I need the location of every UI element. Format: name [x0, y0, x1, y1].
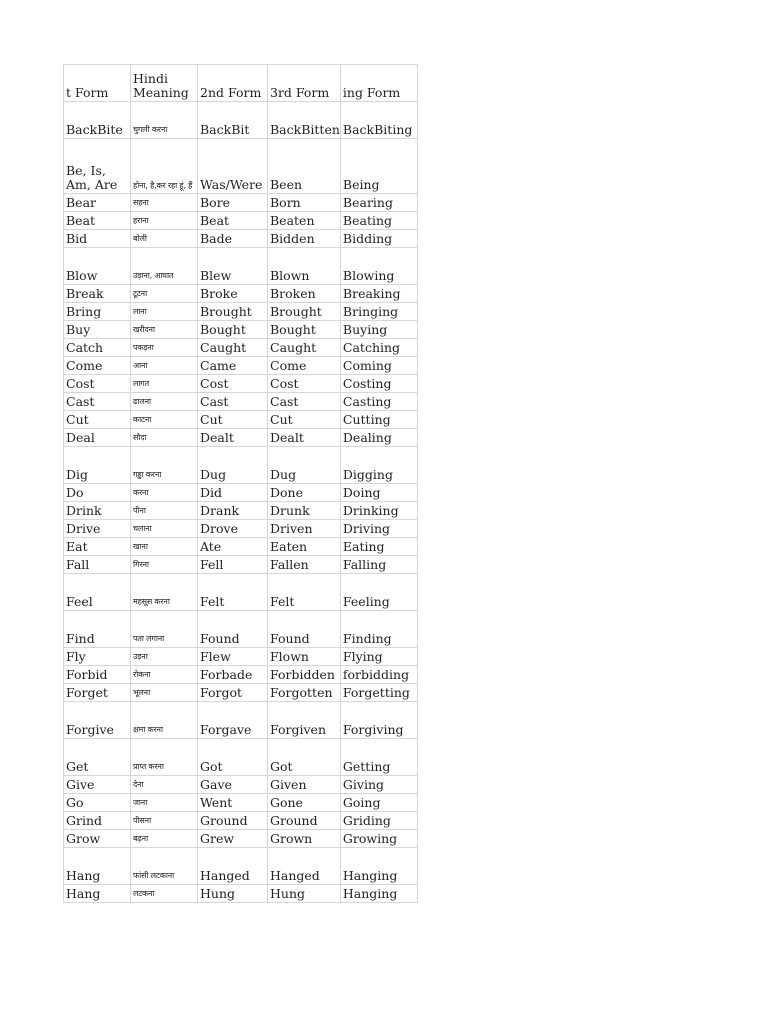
verb-forms-table: [63, 64, 418, 903]
cell-third: Dealt: [268, 429, 341, 447]
table-row: [64, 339, 418, 357]
cell-ing: Dealing: [340, 429, 417, 447]
cell-base: Give: [64, 776, 131, 794]
cell-ing: Casting: [340, 393, 417, 411]
cell-hindi: बढ़ना: [131, 830, 198, 848]
cell-ing: Breaking: [340, 285, 417, 303]
cell-second: Did: [198, 484, 268, 502]
cell-base: Go: [64, 794, 131, 812]
cell-hindi: काटना: [131, 411, 198, 429]
cell-third: Found: [268, 611, 341, 648]
cell-third: Bidden: [268, 230, 341, 248]
cell-second: Drove: [198, 520, 268, 538]
cell-hindi: देना: [131, 776, 198, 794]
table-row: [64, 812, 418, 830]
table-row: [64, 538, 418, 556]
cell-second: Beat: [198, 212, 268, 230]
table-row: [64, 556, 418, 574]
cell-second: Forbade: [198, 666, 268, 684]
cell-hindi: बोली: [131, 230, 198, 248]
cell-second: Dealt: [198, 429, 268, 447]
header-base-form: t Form: [64, 65, 131, 102]
cell-base: Forgive: [64, 702, 131, 739]
table-row: [64, 102, 418, 139]
cell-ing: Driving: [340, 520, 417, 538]
cell-base: Grow: [64, 830, 131, 848]
cell-ing: Getting: [340, 739, 417, 776]
cell-third: Forgotten: [268, 684, 341, 702]
cell-ing: Bidding: [340, 230, 417, 248]
cell-hindi: होना, है,कर रहा हूं, हैं: [131, 139, 198, 194]
header-ing-form: ing Form: [340, 65, 417, 102]
cell-ing: Blowing: [340, 248, 417, 285]
cell-second: Dug: [198, 447, 268, 484]
cell-second: Flew: [198, 648, 268, 666]
cell-base: Deal: [64, 429, 131, 447]
table-header-row: [64, 65, 418, 102]
cell-third: BackBitten: [268, 102, 341, 139]
cell-ing: Forgetting: [340, 684, 417, 702]
cell-third: Caught: [268, 339, 341, 357]
cell-third: Cut: [268, 411, 341, 429]
cell-hindi: उड़ना: [131, 648, 198, 666]
cell-ing: Hanging: [340, 885, 417, 903]
cell-base: Feel: [64, 574, 131, 611]
cell-second: Blew: [198, 248, 268, 285]
cell-base: Forbid: [64, 666, 131, 684]
header-second-form: 2nd Form: [198, 65, 268, 102]
table-row: [64, 321, 418, 339]
table-row: [64, 885, 418, 903]
cell-third: Grown: [268, 830, 341, 848]
cell-second: Bore: [198, 194, 268, 212]
cell-hindi: पता लगाना: [131, 611, 198, 648]
cell-second: Hanged: [198, 848, 268, 885]
header-third-form: 3rd Form: [268, 65, 341, 102]
cell-second: Got: [198, 739, 268, 776]
cell-base: Eat: [64, 538, 131, 556]
table-row: [64, 230, 418, 248]
cell-ing: Feeling: [340, 574, 417, 611]
cell-ing: Griding: [340, 812, 417, 830]
cell-third: Cast: [268, 393, 341, 411]
cell-hindi: ढालना: [131, 393, 198, 411]
cell-third: Done: [268, 484, 341, 502]
cell-hindi: गिरना: [131, 556, 198, 574]
cell-base: Catch: [64, 339, 131, 357]
cell-ing: Growing: [340, 830, 417, 848]
cell-ing: Hanging: [340, 848, 417, 885]
cell-base: Dig: [64, 447, 131, 484]
table-row: [64, 447, 418, 484]
cell-hindi: आना: [131, 357, 198, 375]
cell-second: Drank: [198, 502, 268, 520]
cell-base: Do: [64, 484, 131, 502]
cell-ing: forbidding: [340, 666, 417, 684]
cell-third: Brought: [268, 303, 341, 321]
cell-hindi: गड्ढा करना: [131, 447, 198, 484]
cell-second: Gave: [198, 776, 268, 794]
cell-third: Drunk: [268, 502, 341, 520]
cell-base: Blow: [64, 248, 131, 285]
cell-third: Forgiven: [268, 702, 341, 739]
cell-second: Brought: [198, 303, 268, 321]
cell-third: Ground: [268, 812, 341, 830]
cell-ing: BackBiting: [340, 102, 417, 139]
cell-hindi: सौदा: [131, 429, 198, 447]
cell-hindi: पकड़ना: [131, 339, 198, 357]
cell-second: Forgot: [198, 684, 268, 702]
cell-second: Bade: [198, 230, 268, 248]
cell-third: Beaten: [268, 212, 341, 230]
cell-third: Got: [268, 739, 341, 776]
cell-hindi: प्राप्त करना: [131, 739, 198, 776]
cell-third: Broken: [268, 285, 341, 303]
cell-second: Was/Were: [198, 139, 268, 194]
cell-hindi: टूटना: [131, 285, 198, 303]
cell-ing: Doing: [340, 484, 417, 502]
table-row: [64, 194, 418, 212]
cell-second: Grew: [198, 830, 268, 848]
cell-ing: Buying: [340, 321, 417, 339]
table-row: [64, 830, 418, 848]
cell-base: Break: [64, 285, 131, 303]
cell-base: Bear: [64, 194, 131, 212]
table-row: [64, 248, 418, 285]
table-row: [64, 357, 418, 375]
cell-third: Hung: [268, 885, 341, 903]
cell-third: Given: [268, 776, 341, 794]
cell-base: Cut: [64, 411, 131, 429]
cell-ing: Flying: [340, 648, 417, 666]
cell-second: Broke: [198, 285, 268, 303]
cell-third: Come: [268, 357, 341, 375]
cell-base: Hang: [64, 885, 131, 903]
cell-ing: Finding: [340, 611, 417, 648]
cell-third: Gone: [268, 794, 341, 812]
cell-hindi: महसूस करना: [131, 574, 198, 611]
cell-third: Eaten: [268, 538, 341, 556]
cell-base: Cast: [64, 393, 131, 411]
cell-second: Cost: [198, 375, 268, 393]
cell-third: Bought: [268, 321, 341, 339]
cell-base: Hang: [64, 848, 131, 885]
cell-third: Driven: [268, 520, 341, 538]
cell-hindi: लटकना: [131, 885, 198, 903]
table-row: [64, 848, 418, 885]
cell-ing: Catching: [340, 339, 417, 357]
cell-ing: Falling: [340, 556, 417, 574]
cell-second: Cast: [198, 393, 268, 411]
cell-third: Hanged: [268, 848, 341, 885]
cell-base: Cost: [64, 375, 131, 393]
table-row: [64, 702, 418, 739]
cell-hindi: हराना: [131, 212, 198, 230]
table-row: [64, 611, 418, 648]
cell-third: Born: [268, 194, 341, 212]
table-row: [64, 393, 418, 411]
table-row: [64, 520, 418, 538]
cell-ing: Bearing: [340, 194, 417, 212]
cell-base: Beat: [64, 212, 131, 230]
table-row: [64, 502, 418, 520]
cell-hindi: पीना: [131, 502, 198, 520]
table-row: [64, 794, 418, 812]
table-row: [64, 739, 418, 776]
cell-ing: Going: [340, 794, 417, 812]
cell-base: Fall: [64, 556, 131, 574]
cell-hindi: रोकना: [131, 666, 198, 684]
cell-third: Forbidden: [268, 666, 341, 684]
cell-second: Cut: [198, 411, 268, 429]
cell-second: Caught: [198, 339, 268, 357]
cell-second: Bought: [198, 321, 268, 339]
cell-third: Flown: [268, 648, 341, 666]
cell-ing: Bringing: [340, 303, 417, 321]
cell-ing: Coming: [340, 357, 417, 375]
cell-ing: Eating: [340, 538, 417, 556]
cell-base: Get: [64, 739, 131, 776]
cell-base: Bid: [64, 230, 131, 248]
cell-second: Felt: [198, 574, 268, 611]
cell-second: Found: [198, 611, 268, 648]
cell-base: BackBite: [64, 102, 131, 139]
cell-hindi: उड़ाना, आघात: [131, 248, 198, 285]
cell-hindi: फांसी लटकाना: [131, 848, 198, 885]
cell-third: Cost: [268, 375, 341, 393]
table-row: [64, 303, 418, 321]
cell-base: Find: [64, 611, 131, 648]
table-row: [64, 484, 418, 502]
cell-second: Ground: [198, 812, 268, 830]
cell-second: Came: [198, 357, 268, 375]
cell-hindi: चुगली करना: [131, 102, 198, 139]
cell-hindi: क्षमा करना: [131, 702, 198, 739]
cell-base: Forget: [64, 684, 131, 702]
table-row: [64, 776, 418, 794]
cell-hindi: लागत: [131, 375, 198, 393]
cell-third: Dug: [268, 447, 341, 484]
table-row: [64, 139, 418, 194]
cell-base: Be, Is, Am, Are: [64, 139, 131, 194]
cell-second: Forgave: [198, 702, 268, 739]
table-row: [64, 666, 418, 684]
cell-second: Went: [198, 794, 268, 812]
cell-base: Grind: [64, 812, 131, 830]
cell-base: Bring: [64, 303, 131, 321]
cell-base: Come: [64, 357, 131, 375]
cell-base: Fly: [64, 648, 131, 666]
cell-third: Blown: [268, 248, 341, 285]
cell-ing: Forgiving: [340, 702, 417, 739]
cell-hindi: खरीदना: [131, 321, 198, 339]
cell-third: Fallen: [268, 556, 341, 574]
cell-ing: Digging: [340, 447, 417, 484]
cell-base: Drive: [64, 520, 131, 538]
cell-hindi: जाना: [131, 794, 198, 812]
cell-ing: Beating: [340, 212, 417, 230]
cell-third: Felt: [268, 574, 341, 611]
table-row: [64, 375, 418, 393]
cell-hindi: भूलना: [131, 684, 198, 702]
cell-base: Buy: [64, 321, 131, 339]
cell-third: Been: [268, 139, 341, 194]
cell-hindi: लाना: [131, 303, 198, 321]
cell-second: Hung: [198, 885, 268, 903]
cell-second: Fell: [198, 556, 268, 574]
cell-ing: Drinking: [340, 502, 417, 520]
cell-second: BackBit: [198, 102, 268, 139]
table-row: [64, 285, 418, 303]
table-row: [64, 429, 418, 447]
cell-hindi: चलाना: [131, 520, 198, 538]
table-row: [64, 684, 418, 702]
cell-second: Ate: [198, 538, 268, 556]
cell-ing: Costing: [340, 375, 417, 393]
cell-hindi: करना: [131, 484, 198, 502]
cell-ing: Being: [340, 139, 417, 194]
cell-hindi: पीसना: [131, 812, 198, 830]
cell-hindi: सहना: [131, 194, 198, 212]
table-row: [64, 212, 418, 230]
cell-ing: Cutting: [340, 411, 417, 429]
cell-hindi: खाना: [131, 538, 198, 556]
cell-base: Drink: [64, 502, 131, 520]
table-row: [64, 411, 418, 429]
header-hindi-meaning: Hindi Meaning: [131, 65, 198, 102]
cell-ing: Giving: [340, 776, 417, 794]
table-row: [64, 574, 418, 611]
table-row: [64, 648, 418, 666]
